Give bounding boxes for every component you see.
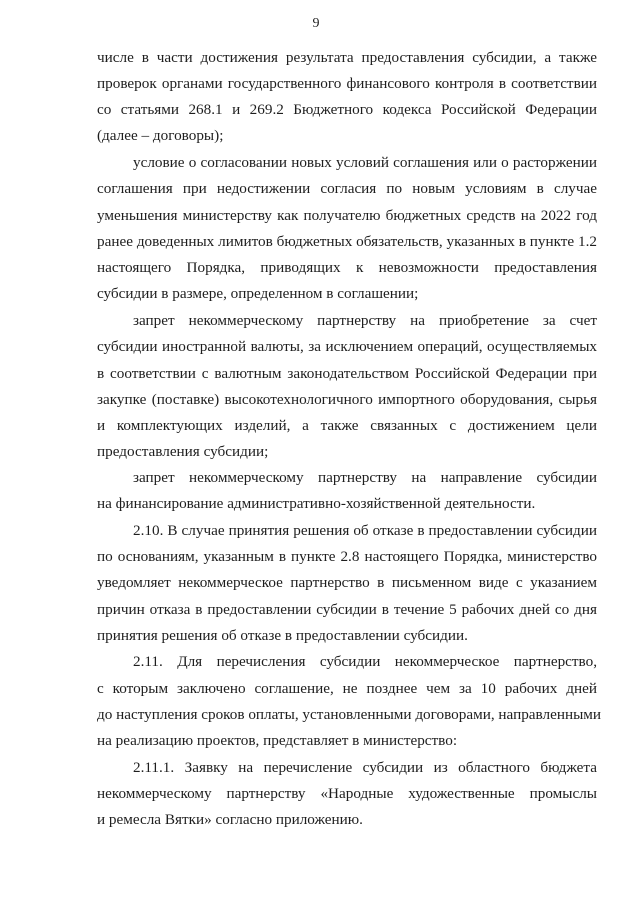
text-line: числе в части достижения результата предоставления субсидии, а также <box>97 49 597 66</box>
text-line: до наступления сроков оплаты, установленными договорами, направленными <box>97 706 602 723</box>
text-line: условие о согласовании новых условий соглашения или о расторжении <box>133 154 597 171</box>
text-line: 2.10. В случае принятия решения об отказе в предоставлении субсидии <box>133 522 597 539</box>
text-line: проверок органами государственного финансового контроля в соответствии <box>97 75 597 92</box>
text-line: со статьями 268.1 и 269.2 Бюджетного кодекса Российской Федерации <box>97 101 597 118</box>
text-line: на финансирование административно-хозяйственной деятельности. <box>97 495 536 512</box>
text-line: и ремесла Вятки» согласно приложению. <box>97 811 363 828</box>
text-line: на реализацию проектов, представляет в министерство: <box>97 732 458 749</box>
text-line: запрет некоммерческому партнерству на приобретение за счет <box>133 312 597 329</box>
text-line: 2.11.1. Заявку на перечисление субсидии из областного бюджета <box>133 759 597 776</box>
text-line: настоящего Порядка, приводящих к невозможности предоставления <box>97 259 597 276</box>
text-line: уведомляет некоммерческое партнерство в письменном виде с указанием <box>97 574 597 591</box>
text-line: субсидии в размере, определенном в соглашении; <box>97 285 419 302</box>
text-line: в соответствии с валютным законодательством Российской Федерации при <box>97 365 597 382</box>
text-line: принятия решения об отказе в предоставлении субсидии. <box>97 627 468 644</box>
text-line: закупке (поставке) высокотехнологичного импортного оборудования, сырья <box>97 391 597 408</box>
text-line: и комплектующих изделий, а также связанных с достижением цели <box>97 417 597 434</box>
text-line: уменьшения министерству как получателю бюджетных средств на 2022 год <box>97 207 597 224</box>
text-line: субсидии иностранной валюты, за исключением операций, осуществляемых <box>97 338 597 355</box>
text-line: (далее – договоры); <box>97 127 224 144</box>
text-line: ранее доведенных лимитов бюджетных обязательств, указанных в пункте 1.2 <box>97 233 597 250</box>
text-line: с которым заключено соглашение, не позднее чем за 10 рабочих дней <box>97 680 597 697</box>
text-line: причин отказа в предоставлении субсидии в течение 5 рабочих дней со дня <box>97 601 597 618</box>
text-line: соглашения при недостижении согласия по новым условиям в случае <box>97 180 597 197</box>
text-line: 2.11. Для перечисления субсидии некоммерческое партнерство, <box>133 653 597 670</box>
text-line: запрет некоммерческому партнерству на направление субсидии <box>133 469 597 486</box>
text-line: некоммерческому партнерству «Народные художественные промыслы <box>97 785 597 802</box>
page-number: 9 <box>312 16 320 31</box>
text-line: предоставления субсидии; <box>97 443 269 460</box>
text-line: по основаниям, указанным в пункте 2.8 настоящего Порядка, министерство <box>97 548 597 565</box>
